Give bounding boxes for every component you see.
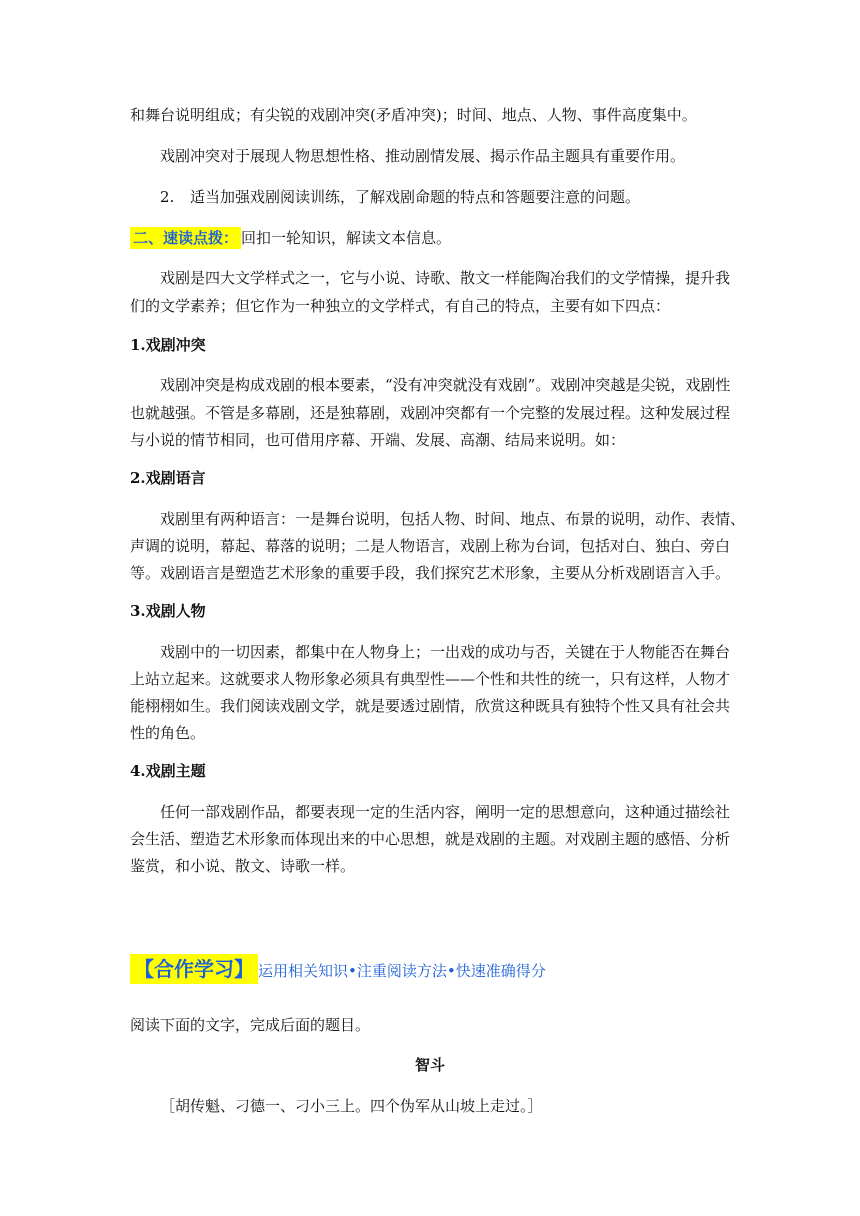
point-line: 与小说的情节相同，也可借用序幕、开端、发展、高潮、结局来说明。如：: [130, 431, 626, 449]
section-text: 回扣一轮知识，解读文本信息。: [241, 229, 452, 247]
point-heading: 4.戏剧主题: [130, 762, 206, 780]
cooperative-subtitle: 运用相关知识•注重阅读方法•快速准确得分: [258, 962, 546, 980]
point-line: 上站立起来。这就要求人物形象必须具有典型性——个性和共性的统一，只有这样，人物才: [130, 670, 731, 688]
paragraph-line: 戏剧冲突对于展现人物思想性格、推动剧情发展、揭示作品主题具有重要作用。: [160, 147, 686, 165]
point-line: 会生活、塑造艺术形象而体现出来的中心思想，就是戏剧的主题。对戏剧主题的感悟、分析: [130, 830, 731, 848]
cooperative-banner: [130, 955, 730, 985]
point-line: 戏剧里有两种语言：一是舞台说明，包括人物、时间、地点、布景的说明，动作、表情、: [160, 510, 746, 528]
section-label-highlight: 二、速读点拨：: [130, 227, 241, 249]
point-line: 声调的说明，幕起、幕落的说明；二是人物语言，戏剧上称为台词，包括对白、独白、旁白: [130, 537, 731, 555]
item-number: 2.: [160, 188, 175, 206]
cooperative-label: 【合作学习】: [130, 954, 258, 984]
point-line: 等。戏剧语言是塑造艺术形象的重要手段，我们探究艺术形象，主要从分析戏剧语言入手。: [130, 564, 731, 582]
numbered-item-2: [160, 183, 760, 211]
point-line: 鉴赏，和小说、散文、诗歌一样。: [130, 857, 356, 875]
section-2-heading: [130, 224, 730, 252]
reading-instruction: 阅读下面的文字，完成后面的题目。: [130, 1016, 371, 1034]
point-line: 戏剧冲突是构成戏剧的根本要素，“没有冲突就没有戏剧”。戏剧冲突越是尖锐，戏剧性: [160, 376, 731, 394]
paragraph-line: 和舞台说明组成；有尖锐的戏剧冲突(矛盾冲突)；时间、地点、人物、事件高度集中。: [130, 106, 697, 124]
passage-title: 智斗: [414, 1056, 445, 1074]
point-line: 性的角色。: [130, 724, 206, 742]
point-line: 能栩栩如生。我们阅读戏剧文学，就是要透过剧情，欣赏这种既具有独特个性又具有社会共: [130, 697, 731, 715]
point-heading: 2.戏剧语言: [130, 469, 206, 487]
point-line: 任何一部戏剧作品，都要表现一定的生活内容，阐明一定的思想意向，这种通过描绘社: [160, 803, 731, 821]
intro-line: 戏剧是四大文学样式之一，它与小说、诗歌、散文一样能陶冶我们的文学情操，提升我: [160, 269, 731, 287]
stage-direction: ［胡传魁、刁德一、刁小三上。四个伪军从山坡上走过。］: [160, 1097, 543, 1115]
point-heading: 3.戏剧人物: [130, 602, 206, 620]
item-text: 适当加强戏剧阅读训练，了解戏剧命题的特点和答题要注意的问题。: [190, 188, 641, 206]
point-heading: 1.戏剧冲突: [130, 336, 206, 354]
intro-line: 们的文学素养；但它作为一种独立的文学样式，有自己的特点，主要有如下四点：: [130, 297, 671, 315]
point-line: 戏剧中的一切因素，都集中在人物身上；一出戏的成功与否，关键在于人物能否在舞台: [160, 643, 731, 661]
point-line: 也就越强。不管是多幕剧，还是独幕剧，戏剧冲突都有一个完整的发展过程。这种发展过程: [130, 404, 731, 422]
